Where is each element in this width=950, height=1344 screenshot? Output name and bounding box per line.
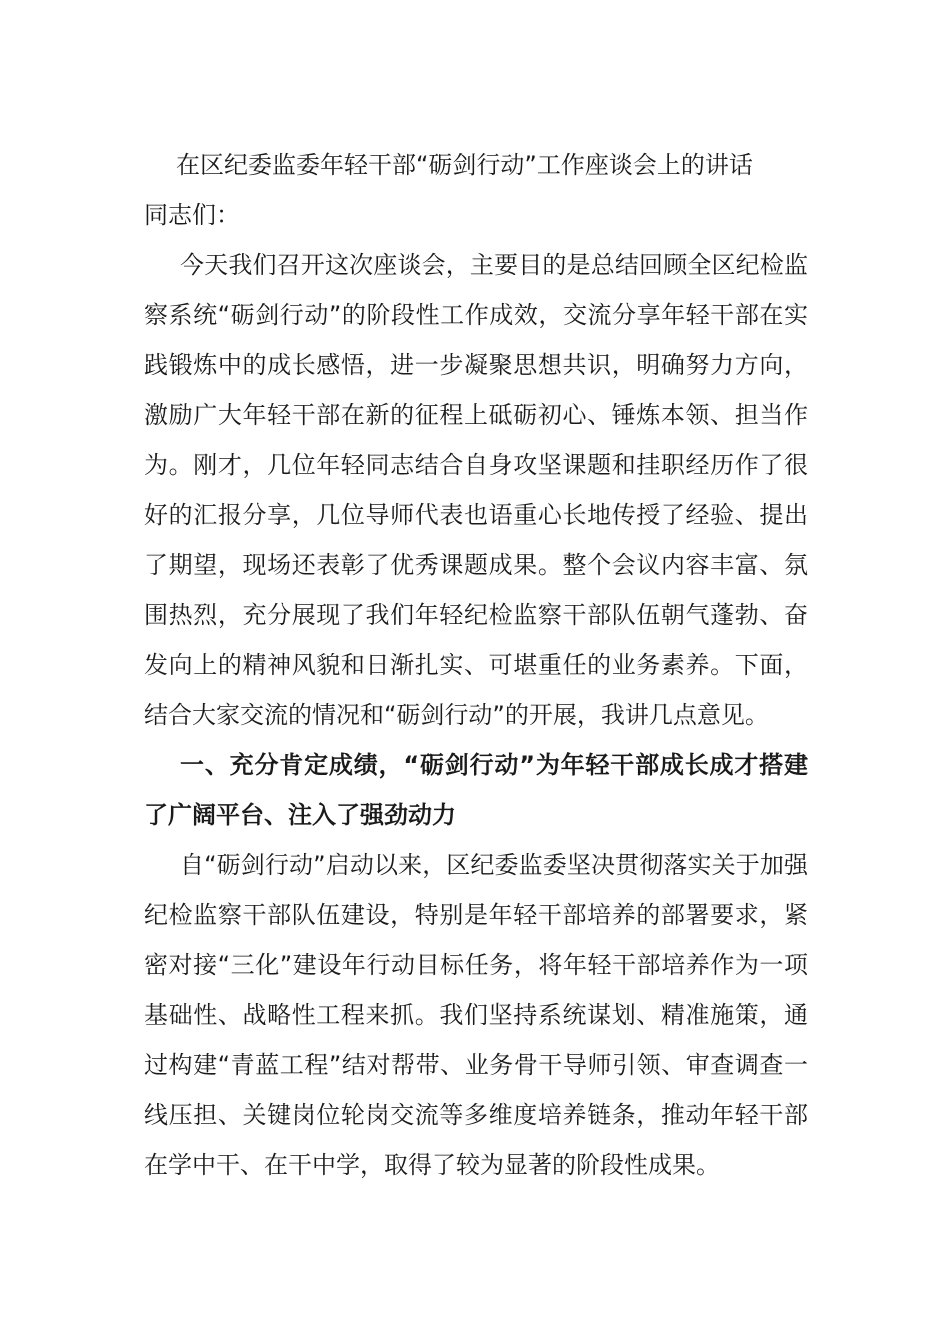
section-heading: 一、充分肯定成绩，“砺剑行动”为年轻干部成长成才搭建了广阔平台、注入了强劲动力 (144, 751, 808, 829)
section-paragraph: 自“砺剑行动”启动以来，区纪委监委坚决贯彻落实关于加强纪检监察干部队伍建设，特别是年轻干部培养的部署要求，紧密对接“三化”建设年行动目标任务，将年轻干部培养作为一项基础性、战略性工程来抓。我们坚持系统谋划、精准施策，通过构建“青蓝工程”结对帮带、业务骨干导师引领、审查调查一线压担、关键岗位轮岗交流等多维度培养链条，推动年轻干部在学中干、在干中学，取得了较为显著的阶段性成果。 (144, 851, 808, 1179)
salutation: 同志们： (144, 201, 240, 229)
document-body (144, 140, 808, 1190)
document-title: 在区纪委监委年轻干部“砺剑行动”工作座谈会上的讲话 (176, 151, 753, 179)
intro-paragraph: 今天我们召开这次座谈会，主要目的是总结回顾全区纪检监察系统“砺剑行动”的阶段性工作成效，交流分享年轻干部在实践锻炼中的成长感悟，进一步凝聚思想共识，明确努力方向，激励广大年轻干部在新的征程上砥砺初心、锤炼本领、担当作为。刚才，几位年轻同志结合自身攻坚课题和挂职经历作了很好的汇报分享，几位导师代表也语重心长地传授了经验、提出了期望，现场还表彰了优秀课题成果。整个会议内容丰富、氛围热烈，充分展现了我们年轻纪检监察干部队伍朝气蓬勃、奋发向上的精神风貌和日渐扎实、可堪重任的业务素养。下面，结合大家交流的情况和“砺剑行动”的开展，我讲几点意见。 (144, 251, 808, 729)
